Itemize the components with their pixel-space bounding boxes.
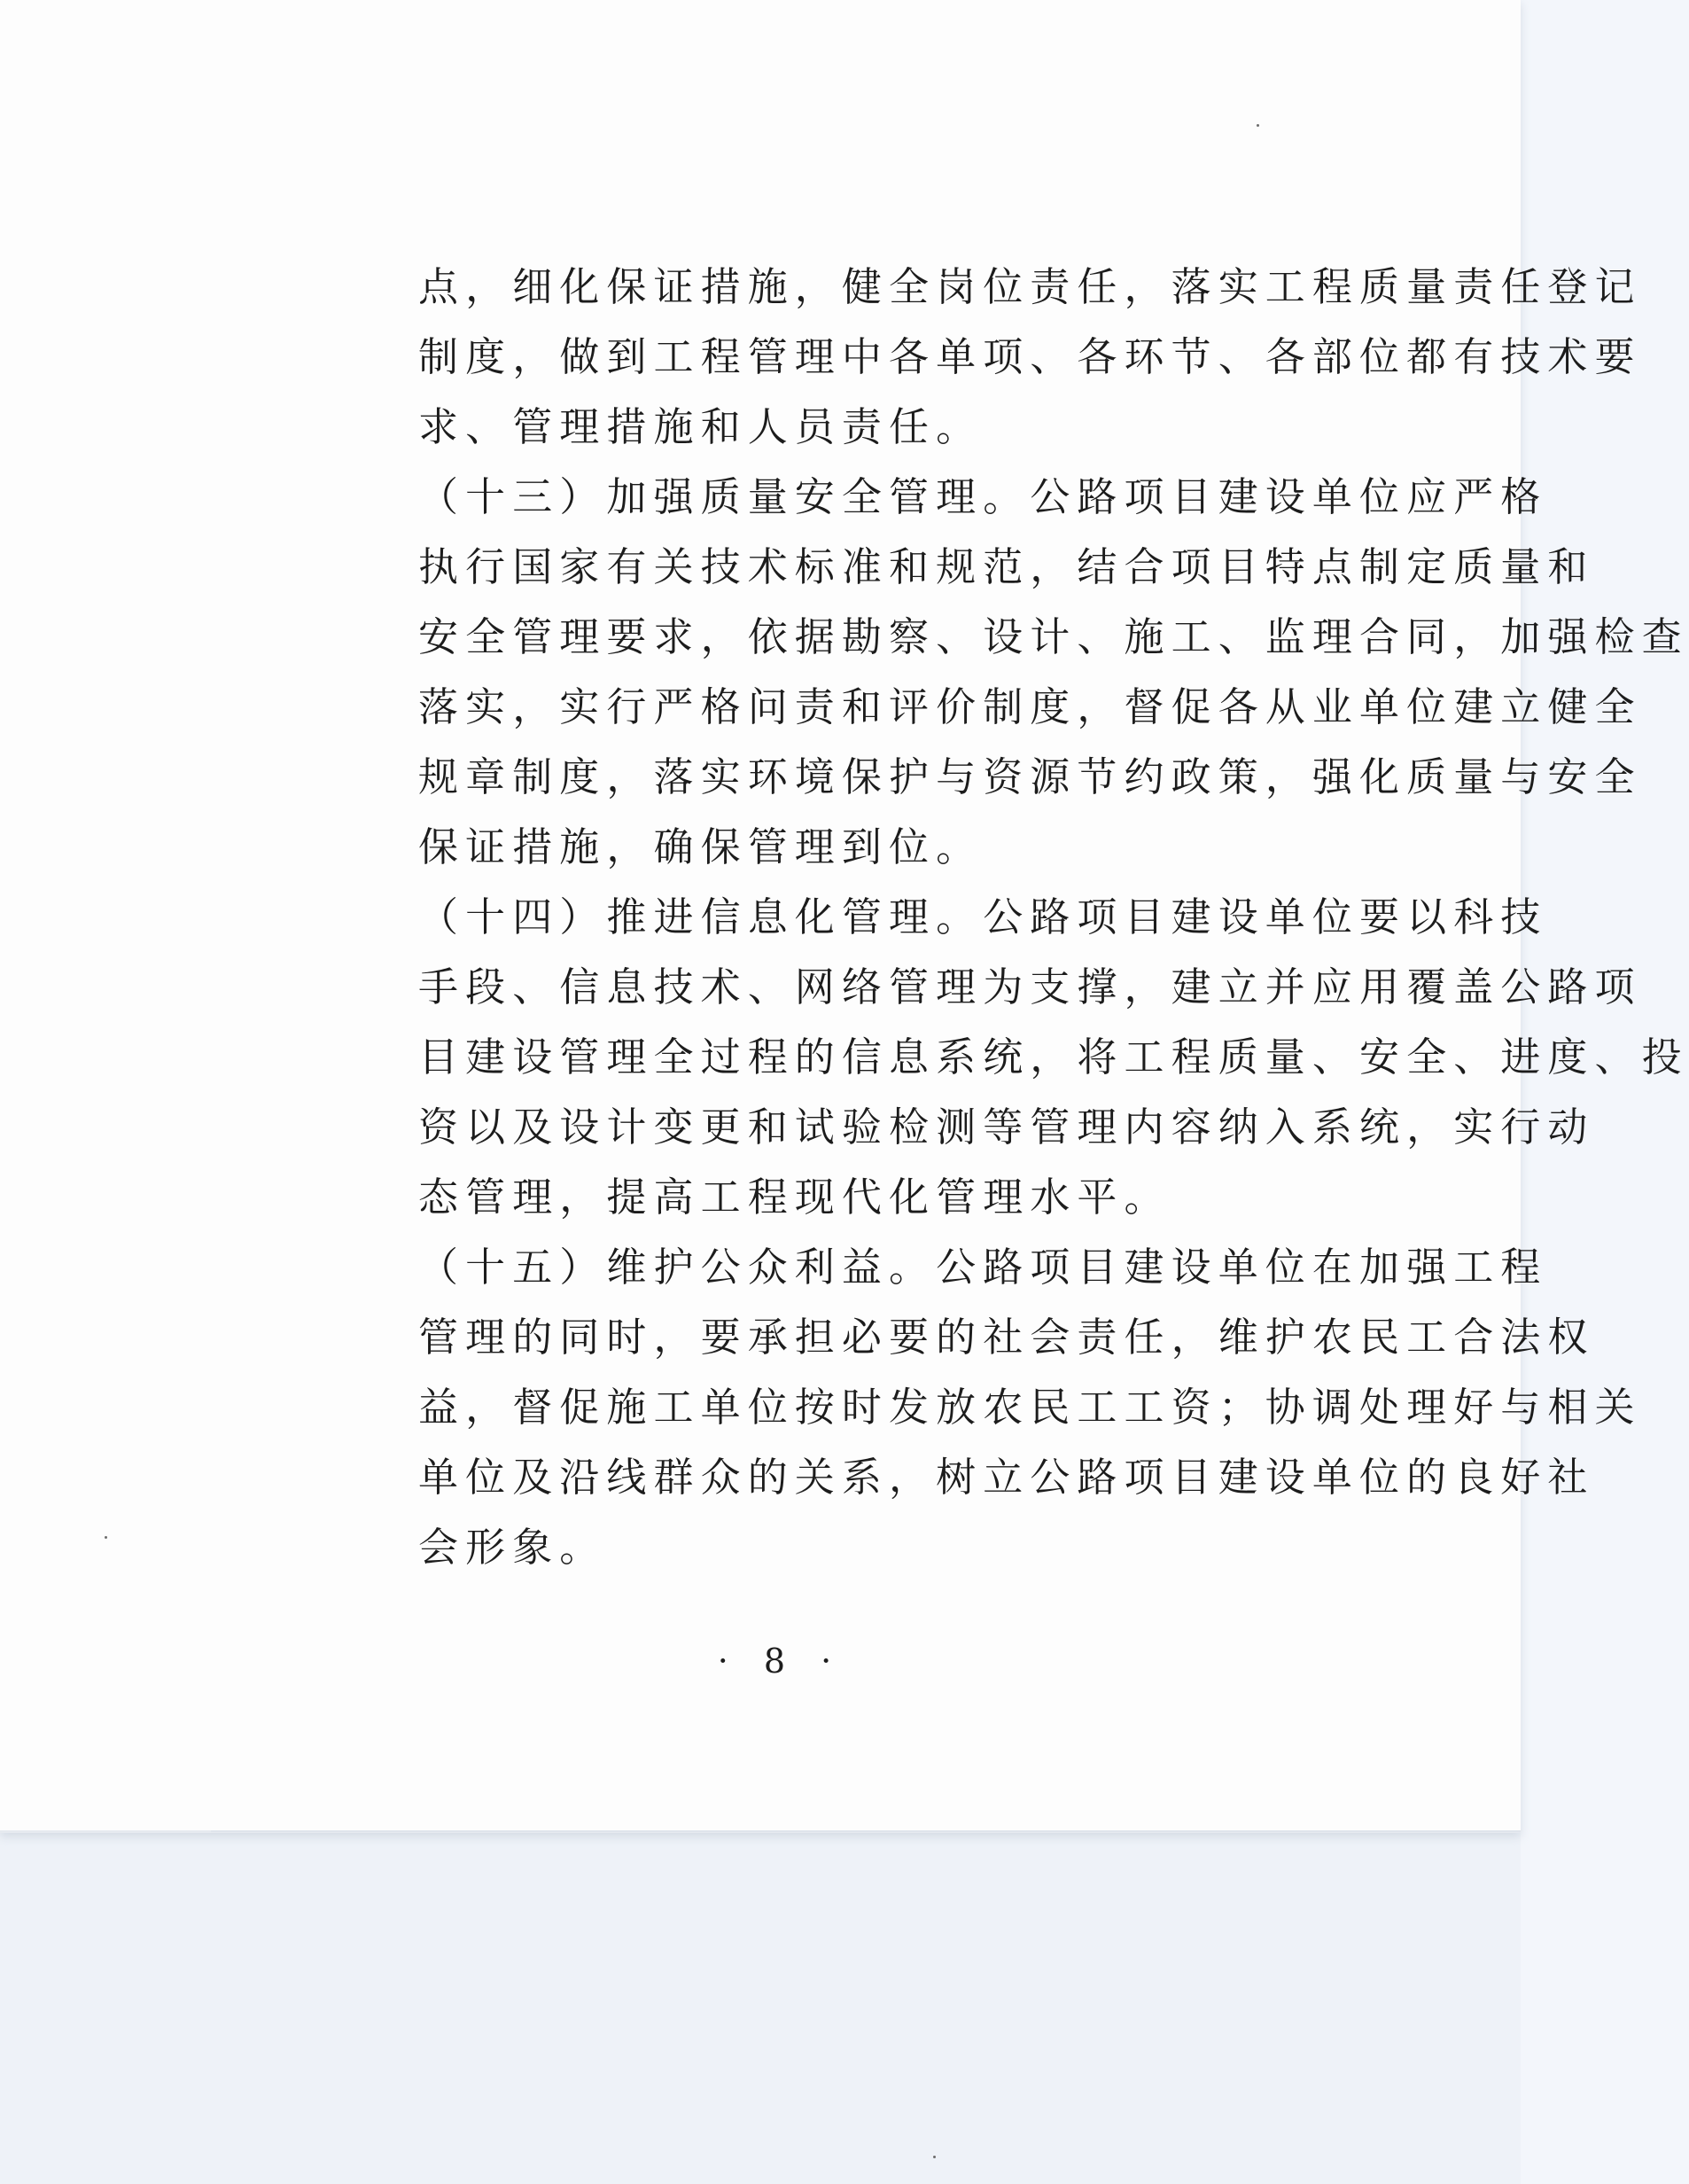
scan-speck	[105, 1536, 107, 1539]
text-line: 保证措施，确保管理到位。	[418, 823, 984, 870]
text-line: 制度，做到工程管理中各单项、各环节、各部位都有技术要	[418, 333, 1642, 380]
text-line: 目建设管理全过程的信息系统，将工程质量、安全、进度、投	[418, 1034, 1689, 1080]
page-number: · 8 ·	[717, 1642, 844, 1681]
text-line: 执行国家有关技术标准和规范，结合项目特点制定质量和	[418, 543, 1595, 590]
text-line: 管理的同时，要承担必要的社会责任，维护农民工合法权	[418, 1314, 1595, 1361]
text-line: （十四）推进信息化管理。公路项目建设单位要以科技	[418, 893, 1548, 940]
text-line: （十五）维护公众利益。公路项目建设单位在加强工程	[418, 1244, 1548, 1291]
text-line: 益，督促施工单位按时发放农民工工资；协调处理好与相关	[418, 1384, 1642, 1431]
text-line: 手段、信息技术、网络管理为支撑，建立并应用覆盖公路项	[418, 963, 1642, 1010]
text-line: 落实，实行严格问责和评价制度，督促各从业单位建立健全	[418, 683, 1642, 730]
text-line: 规章制度，落实环境保护与资源节约政策，强化质量与安全	[418, 753, 1642, 800]
text-line: 求、管理措施和人员责任。	[418, 403, 984, 450]
paragraph-continuation	[418, 252, 1642, 462]
text-line: 单位及沿线群众的关系，树立公路项目建设单位的良好社	[418, 1454, 1595, 1501]
paragraph-section-13	[418, 462, 1689, 882]
text-line: （十三）加强质量安全管理。公路项目建设单位应严格	[418, 473, 1548, 520]
scan-speck	[1257, 124, 1259, 127]
paragraph-section-14	[418, 882, 1689, 1232]
text-line: 态管理，提高工程现代化管理水平。	[418, 1174, 1171, 1221]
text-line: 点，细化保证措施，健全岗位责任，落实工程质量责任登记	[418, 263, 1642, 310]
scan-speck	[933, 2156, 936, 2158]
text-line: 会形象。	[418, 1524, 607, 1571]
text-line: 资以及设计变更和试验检测等管理内容纳入系统，实行动	[418, 1104, 1595, 1150]
body-text	[418, 252, 1689, 1582]
page-edge	[211, 1830, 1521, 1832]
text-line: 安全管理要求，依据勘察、设计、施工、监理合同，加强检查	[418, 613, 1689, 660]
paragraph-section-15	[418, 1232, 1642, 1582]
